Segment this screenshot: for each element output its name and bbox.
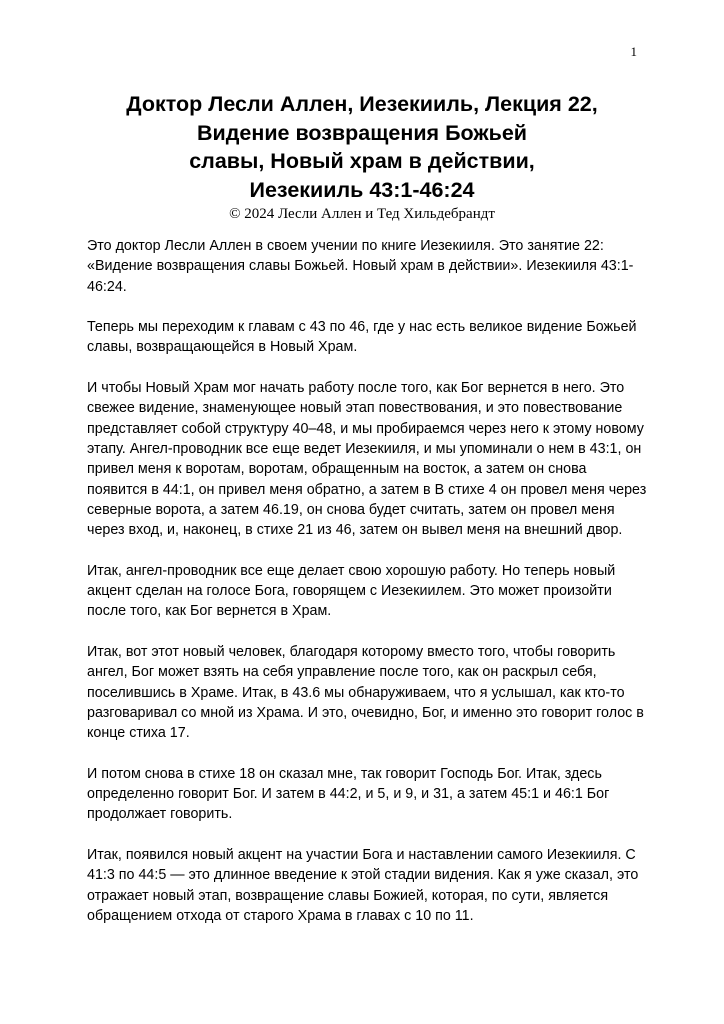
paragraph: Итак, вот этот новый человек, благодаря которому вместо того, чтобы говорить ангел, Бог может взять на себя управление после того, как он раскрыл себя, поселившись в Храме. Итак, в 43.6 мы обнаруживаем, что я услышал, как кто-то разговаривал со мной из Храма. И это, очевидно, Бог, и именно это говорит голос в конце стиха 17.: [87, 643, 644, 742]
paragraph: Теперь мы переходим к главам с 43 по 46, где у нас есть великое видение Божьей славы, возвращающейся в Новый Храм.: [87, 319, 637, 356]
title-line: славы, Новый храм в действии,: [189, 149, 535, 173]
document-title: [0, 90, 724, 204]
paragraph: Это доктор Лесли Аллен в своем учении по книге Иезекииля. Это занятие 22: «Видение возвращения славы Божьей. Новый храм в действии». Иезекииля 43:1-46:24.: [87, 238, 634, 295]
paragraph: И чтобы Новый Храм мог начать работу после того, как Бог вернется в него. Это свежее видение, знаменующее новый этап повествования, и это повествование представляет собой структуру 40–48, и мы пробираемся через него к этому новому этапу. Ангел-проводник все еще ведет Иезекииля, и мы упоминали о нем в 43:1, он привел меня к воротам, воротам, обращенным на восток, а затем он снова появится в 44:1, он привел меня обратно, а затем в В стихе 4 он провел меня через северные ворота, а затем 46.19, он снова будет считать, затем он провел меня через вход, и, наконец, в стихе 21 из 46, затем он вывел меня на внешний двор.: [87, 380, 647, 539]
title-line: Иезекииль 43:1-46:24: [249, 177, 475, 202]
title-line: Видение возвращения Божьей: [196, 120, 528, 145]
page-number: 1: [630, 44, 637, 59]
document-body: [87, 236, 647, 946]
title-line: Доктор Лесли Аллен, Иезекииль, Лекция 22,: [126, 92, 598, 116]
paragraph: Итак, ангел-проводник все еще делает свою хорошую работу. Но теперь новый акцент сделан на голосе Бога, говорящем с Иезекиилем. Это может произойти после того, как Бог вернется в Храм.: [87, 562, 616, 620]
paragraph: И потом снова в стихе 18 он сказал мне, так говорит Господь Бог. Итак, здесь определенно говорит Бог. И затем в 44:2, и 5, и 9, и 31, а затем 45:1 и 46:1 Бог продолжает говорить.: [87, 765, 610, 823]
paragraph: Итак, появился новый акцент на участии Бога и наставлении самого Иезекииля. С 41:3 по 44:5 — это длинное введение к этой стадии видения. Как я уже сказал, это отражает новый этап, возвращение славы Божией, которая, по сути, является обращением отхода от старого Храма в главах с 10 по 11.: [87, 846, 639, 924]
copyright-notice: © 2024 Лесли Аллен и Тед Хильдебрандт: [229, 206, 495, 222]
